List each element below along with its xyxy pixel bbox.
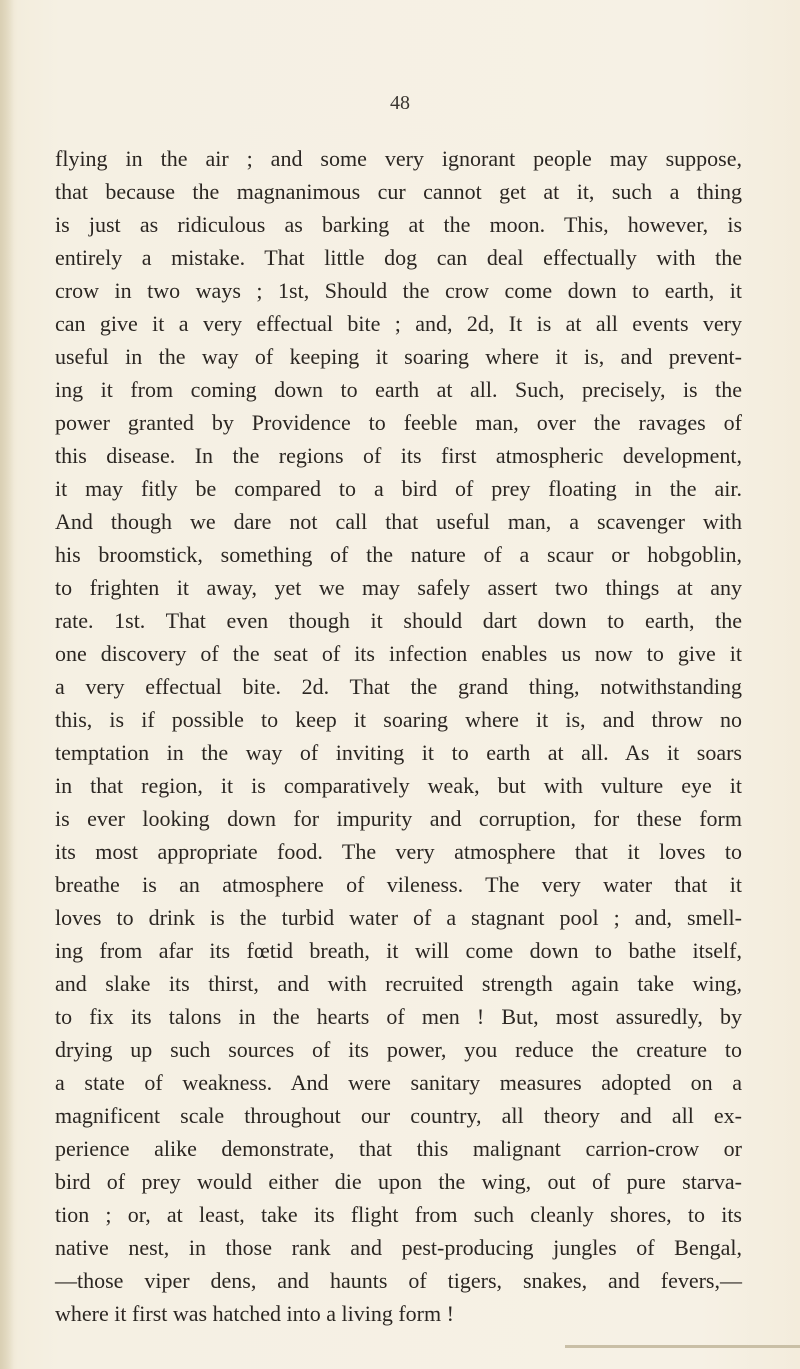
text-line: flying in the air ; and some very ignorant people may suppose,: [55, 146, 742, 171]
text-line: breathe is an atmosphere of vileness. The very water that it: [55, 872, 742, 897]
text-line: loves to drink is the turbid water of a stagnant pool ; and, smell-: [55, 905, 742, 930]
text-line: to fix its talons in the hearts of men ! But, most assuredly, by: [55, 1004, 742, 1029]
text-line: a state of weakness. And were sanitary measures adopted on a: [55, 1070, 742, 1095]
page-number: 48: [390, 92, 410, 114]
text-line: and slake its thirst, and with recruited strength again take wing,: [55, 971, 742, 996]
text-line: that because the magnanimous cur cannot get at it, such a thing: [55, 179, 742, 204]
text-line: is ever looking down for impurity and corruption, for these form: [55, 806, 742, 831]
text-line: in that region, it is comparatively weak, but with vulture eye it: [55, 773, 742, 798]
text-line: this, is if possible to keep it soaring where it is, and throw no: [55, 707, 742, 732]
body-text: [55, 142, 742, 1330]
gutter-shadow: [0, 0, 14, 1369]
text-line: And though we dare not call that useful man, a scavenger with: [55, 509, 742, 534]
text-line: to frighten it away, yet we may safely assert two things at any: [55, 575, 742, 600]
text-line: one discovery of the seat of its infection enables us now to give it: [55, 641, 742, 666]
text-line: perience alike demonstrate, that this malignant carrion-crow or: [55, 1136, 742, 1161]
text-line: a very effectual bite. 2d. That the grand thing, notwithstanding: [55, 674, 742, 699]
text-line: rate. 1st. That even though it should dart down to earth, the: [55, 608, 742, 633]
text-line: native nest, in those rank and pest-producing jungles of Bengal,: [55, 1235, 742, 1260]
text-line: is just as ridiculous as barking at the moon. This, however, is: [55, 212, 742, 237]
text-line: crow in two ways ; 1st, Should the crow come down to earth, it: [55, 278, 742, 303]
text-line: can give it a very effectual bite ; and, 2d, It is at all events very: [55, 311, 742, 336]
text-line: magnificent scale throughout our country, all theory and all ex-: [55, 1103, 742, 1128]
text-line: tion ; or, at least, take its flight from such cleanly shores, to its: [55, 1202, 742, 1227]
text-line: power granted by Providence to feeble man, over the ravages of: [55, 410, 742, 435]
text-line: ing from afar its fœtid breath, it will come down to bathe itself,: [55, 938, 742, 963]
text-line: —those viper dens, and haunts of tigers, snakes, and fevers,—: [55, 1268, 742, 1293]
text-line: this disease. In the regions of its first atmospheric development,: [55, 443, 742, 468]
text-line: its most appropriate food. The very atmosphere that it loves to: [55, 839, 742, 864]
text-line: drying up such sources of its power, you reduce the creature to: [55, 1037, 742, 1062]
text-line: where it first was hatched into a living form !: [55, 1301, 454, 1326]
text-line: it may fitly be compared to a bird of prey floating in the air.: [55, 476, 742, 501]
text-line: entirely a mistake. That little dog can deal effectually with the: [55, 245, 742, 270]
bottom-rule: [565, 1345, 800, 1348]
text-line: useful in the way of keeping it soaring where it is, and prevent-: [55, 344, 742, 369]
text-line: bird of prey would either die upon the wing, out of pure starva-: [55, 1169, 742, 1194]
text-line: ing it from coming down to earth at all. Such, precisely, is the: [55, 377, 742, 402]
text-line: his broomstick, something of the nature of a scaur or hobgoblin,: [55, 542, 742, 567]
text-line: temptation in the way of inviting it to earth at all. As it soars: [55, 740, 742, 765]
